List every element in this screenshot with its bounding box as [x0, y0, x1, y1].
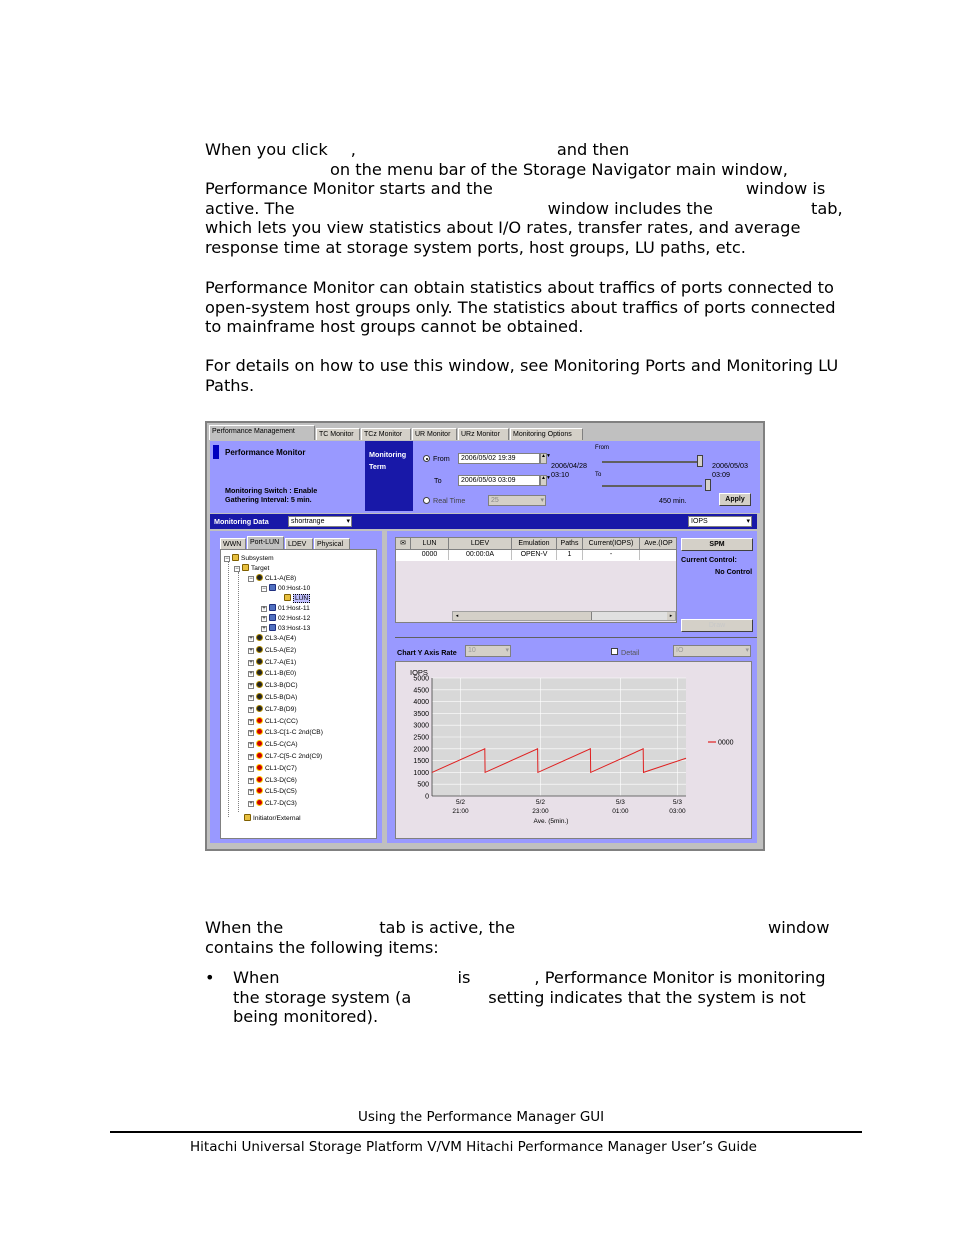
metric-select[interactable] — [688, 516, 752, 527]
port-icon — [256, 658, 263, 665]
switch-label: Monitoring Switch : — [225, 486, 292, 495]
details-paragraph — [205, 356, 838, 395]
from-label: From — [433, 454, 450, 463]
tree-node-port[interactable] — [248, 574, 296, 583]
port-icon — [256, 669, 263, 676]
col-paths[interactable]: Paths — [557, 538, 583, 550]
chart-rate-value: 10 — [468, 647, 476, 654]
tab-performance-management[interactable]: Performance Management — [209, 425, 315, 440]
to-datetime-input[interactable]: 2006/05/03 03:09 — [458, 475, 540, 486]
tree-label: CL7-D(C3) — [265, 800, 297, 808]
cell-average — [640, 550, 677, 560]
realtime-value: 25 — [491, 497, 499, 504]
tree-tab-ldev[interactable]: LDEV — [285, 538, 313, 550]
detail-checkbox[interactable] — [611, 648, 618, 655]
select-all-icon[interactable]: ✉ — [396, 538, 411, 550]
expand-icon: + — [249, 695, 253, 701]
tree-tab-wwn[interactable]: WWN — [220, 538, 246, 550]
realtime-radio[interactable] — [423, 497, 430, 504]
tree-label: CL7-A(E1) — [265, 658, 297, 666]
port-icon — [256, 764, 263, 771]
title-marker — [213, 445, 219, 459]
expand-icon: + — [249, 765, 253, 772]
col-current[interactable]: Current(IOPS) — [583, 538, 640, 550]
chevron-down-icon: ▾ — [346, 518, 350, 525]
chevron-down-icon: ▾ — [505, 647, 509, 654]
scrollbar-thumb[interactable] — [461, 612, 592, 620]
cell-ldev: 00:00:0A — [449, 550, 512, 560]
intro-text: window includes the — [547, 198, 713, 218]
para-text: window — [768, 918, 830, 937]
items-paragraph — [205, 918, 829, 957]
detail-label: Detail — [621, 648, 640, 657]
y-tick-label: 0 — [425, 793, 429, 801]
tab-tc-monitor[interactable]: TC Monitor — [316, 428, 360, 440]
slider-from-label: From — [595, 445, 609, 451]
x-tick-label: 5/2 — [456, 799, 466, 806]
tree-tab-physical[interactable]: Physical — [314, 538, 350, 550]
expand-icon: + — [249, 718, 253, 725]
tree-node-port[interactable] — [248, 787, 297, 796]
tree-label: CL5-D(C5) — [265, 788, 297, 796]
monitoring-data-bar — [210, 514, 757, 529]
x-tick-label: 5/2 — [535, 799, 545, 806]
tab-monitoring-options[interactable]: Monitoring Options — [510, 428, 583, 440]
intro-text: , — [350, 140, 356, 159]
x-axis-label: Ave. (5min.) — [533, 818, 569, 825]
folder-icon — [242, 564, 249, 571]
tree-node-port[interactable] — [248, 799, 297, 808]
divider — [395, 637, 757, 638]
realtime-label: Real Time — [433, 496, 466, 505]
footer-section-title: Using the Performance Manager GUI — [358, 1109, 605, 1125]
cell-current: - — [583, 550, 640, 560]
host-group-icon — [269, 604, 276, 611]
lun-icon — [284, 594, 291, 601]
tree-node-port[interactable] — [248, 776, 297, 785]
expand-icon: + — [249, 789, 253, 796]
port-icon — [256, 646, 263, 653]
expand-icon: + — [249, 683, 253, 690]
col-emulation[interactable]: Emulation — [512, 538, 557, 550]
from-datetime-input[interactable]: 2006/05/02 19:39 — [458, 453, 540, 464]
port-icon — [256, 705, 263, 712]
tree-node-port[interactable] — [248, 681, 298, 690]
bullet-mark: • — [205, 968, 215, 987]
to-spinner[interactable]: ▲▼ — [540, 475, 547, 486]
x-tick-label: 01:00 — [612, 808, 629, 815]
host-group-icon — [269, 624, 276, 631]
expand-icon: + — [249, 706, 253, 713]
port-icon — [256, 717, 263, 724]
port-icon — [256, 799, 263, 806]
tree-label: LUN — [295, 595, 309, 602]
tree-panel — [210, 531, 382, 843]
para-line: to mainframe host groups cannot be obtained. — [205, 317, 584, 337]
y-tick-label: 2000 — [413, 746, 429, 754]
tree-label: CL5-A(E2) — [265, 646, 297, 654]
tree-node-host-group[interactable] — [261, 604, 310, 613]
para-text: contains the following items: — [205, 937, 439, 957]
tree-guide-line — [238, 572, 239, 812]
slider-to-label: To — [595, 472, 602, 478]
port-icon — [256, 681, 263, 688]
y-tick-label: 500 — [417, 781, 429, 789]
to-slider-thumb[interactable] — [705, 479, 711, 491]
tree-label: CL7-B(D9) — [265, 705, 297, 713]
tree-label: 03:Host-13 — [278, 625, 311, 632]
port-icon — [256, 693, 263, 700]
bullet-text: is — [457, 968, 471, 987]
limitation-paragraph — [205, 278, 836, 337]
range-end-date: 2006/05/03 — [712, 461, 748, 470]
intro-text: active. The — [205, 198, 295, 218]
expand-icon: + — [262, 616, 266, 622]
tree-node-port[interactable] — [248, 728, 323, 737]
tree-label: CL3-A(E4) — [265, 635, 297, 642]
spm-button[interactable]: SPM — [681, 538, 753, 551]
folder-icon — [232, 554, 239, 561]
tree-node-host-group[interactable] — [261, 624, 310, 633]
port-icon — [256, 752, 263, 759]
expand-icon: + — [249, 777, 253, 784]
tree-node-port[interactable] — [248, 634, 296, 643]
y-tick-label: 1000 — [413, 769, 429, 777]
tree-label: CL1-D(C7) — [265, 764, 297, 772]
intro-text: window is — [745, 179, 826, 199]
tree-label: CL5-C(CA) — [265, 741, 298, 749]
expand-icon: + — [249, 659, 253, 666]
tree-node-port[interactable] — [248, 646, 296, 655]
port-icon — [256, 634, 263, 641]
iops-line-chart — [396, 662, 751, 838]
y-tick-label: 2500 — [413, 734, 429, 742]
right-panel — [387, 531, 757, 843]
tree-node-lun[interactable] — [284, 594, 310, 603]
lu-table — [395, 537, 677, 623]
tree-label: CL7-C[5-C 2nd(C9) — [265, 753, 323, 760]
y-tick-label: 4500 — [413, 687, 429, 695]
monitoring-data-select[interactable] — [288, 516, 352, 527]
intro-text: Performance Monitor starts and the — [205, 179, 493, 199]
horizontal-scrollbar[interactable] — [452, 611, 676, 621]
detail-select[interactable] — [673, 645, 751, 657]
y-tick-label: 3000 — [413, 722, 429, 730]
draw-button[interactable]: Draw — [681, 619, 753, 632]
para-line: Paths. — [205, 375, 255, 395]
para-text: tab is active, the — [379, 918, 516, 937]
tree-label: Subsystem — [241, 555, 274, 562]
tree-guide-line — [228, 562, 229, 817]
from-slider-thumb[interactable] — [697, 455, 703, 467]
expand-icon: + — [249, 801, 253, 808]
from-radio[interactable] — [423, 455, 430, 462]
port-icon — [256, 787, 263, 794]
scroll-left-icon[interactable]: ◂ — [453, 612, 461, 620]
from-spinner[interactable]: ▲▼ — [540, 453, 547, 464]
folder-icon — [244, 814, 251, 821]
expand-icon: + — [249, 636, 253, 642]
para-line: For details on how to use this window, see Monitoring Ports and Monitoring LU — [205, 356, 839, 375]
tree-label: CL3-D(C6) — [265, 776, 297, 784]
cell-paths: 1 — [557, 550, 583, 560]
expand-icon: + — [249, 647, 253, 654]
tab-ur-monitor[interactable]: UR Monitor — [412, 428, 457, 440]
range-start-time: 03:10 — [551, 470, 569, 479]
bullet-text: being monitored). — [233, 1007, 379, 1027]
tree-node-port[interactable] — [248, 705, 297, 714]
port-icon — [256, 740, 263, 747]
collapse-icon: − — [225, 556, 229, 562]
tab-urz-monitor[interactable]: URz Monitor — [458, 428, 509, 440]
tree-node-port[interactable] — [248, 693, 297, 702]
range-end-time: 03:09 — [712, 470, 730, 479]
tree-label: 00:Host-10 — [278, 585, 311, 592]
gathering-interval — [225, 495, 312, 504]
host-group-icon — [269, 584, 276, 591]
para-text: When the — [205, 918, 284, 937]
tab-tcz-monitor[interactable]: TCz Monitor — [361, 428, 411, 440]
x-tick-label: 23:00 — [532, 808, 549, 815]
cell-emulation: OPEN-V — [512, 550, 557, 560]
interval-label: Gathering Interval: — [225, 495, 289, 504]
tree-label: CL3-B(DC) — [265, 682, 298, 690]
col-lun[interactable]: LUN — [411, 538, 449, 550]
footer-guide-title: Hitachi Universal Storage Platform V/VM Hitachi Performance Manager User’s Guide — [190, 1139, 757, 1155]
intro-text: When you click — [205, 140, 328, 159]
realtime-select[interactable] — [488, 495, 546, 506]
tree-label: 02:Host-12 — [278, 615, 311, 622]
tree-tab-port-lun[interactable]: Port-LUN — [247, 536, 284, 549]
tree-label: CL5-B(DA) — [265, 694, 298, 701]
collapse-icon: − — [249, 576, 253, 582]
from-slider-track[interactable] — [602, 461, 702, 463]
range-minutes: 450 min. — [659, 496, 687, 505]
chevron-down-icon: ▾ — [540, 497, 544, 504]
col-average[interactable]: Ave.(IOP — [640, 538, 677, 550]
tree-label: CL3-C[1-C 2nd(CB) — [265, 729, 323, 737]
performance-monitor-screenshot — [205, 421, 765, 851]
page-title: Performance Monitor — [225, 448, 306, 457]
chart-area — [395, 661, 752, 839]
bullet-text: the storage system (a — [233, 987, 412, 1007]
bullet-text: setting indicates that the system is not — [488, 987, 806, 1007]
x-tick-label: 03:00 — [669, 808, 686, 815]
monitoring-switch — [225, 486, 317, 495]
tree-node-port[interactable] — [248, 717, 298, 726]
tree-node-host-group[interactable] — [261, 614, 310, 623]
collapse-icon: − — [235, 566, 239, 572]
y-axis-label: IOPS — [410, 668, 428, 677]
chevron-down-icon: ▾ — [745, 647, 749, 654]
x-tick-label: 21:00 — [452, 808, 469, 815]
bullet-text: When — [233, 968, 280, 987]
expand-icon: + — [249, 754, 253, 760]
expand-icon: + — [262, 626, 266, 632]
tree-label: CL1-B(E0) — [265, 670, 297, 678]
para-line: Performance Monitor can obtain statistics about traffics of ports connected to — [205, 278, 834, 297]
tree-node-port[interactable] — [248, 752, 322, 761]
tree-node-target[interactable] — [234, 564, 269, 573]
tree-node-port[interactable] — [248, 764, 297, 773]
to-slider-track[interactable] — [602, 485, 702, 487]
tree-label: Target — [251, 565, 270, 572]
expand-icon: + — [249, 671, 253, 678]
intro-text: which lets you view statistics about I/O rates, transfer rates, and average — [205, 218, 801, 238]
bullet-item — [233, 968, 826, 1027]
chevron-down-icon: ▾ — [746, 518, 750, 525]
term-line2: Term — [369, 462, 387, 471]
para-line: open-system host groups only. The statistics about traffics of ports connected — [205, 297, 836, 317]
detail-value: IO — [676, 647, 684, 654]
monitoring-term-label — [365, 441, 413, 511]
tree-node-initiator[interactable] — [244, 814, 301, 823]
y-tick-label: 3500 — [413, 710, 429, 718]
host-group-icon — [269, 614, 276, 621]
x-tick-label: 5/3 — [672, 799, 682, 806]
intro-text: on the menu bar of the Storage Navigator main window, — [330, 159, 788, 179]
collapse-icon: − — [262, 586, 266, 592]
metric-value: IOPS — [691, 518, 708, 525]
expand-icon: + — [262, 606, 266, 612]
port-icon — [256, 728, 263, 735]
intro-text: and then — [556, 140, 630, 159]
tree-node-port[interactable] — [248, 658, 296, 667]
tree-label: Initiator/External — [253, 815, 301, 822]
current-control-value: No Control — [715, 567, 753, 576]
monitoring-data-label: Monitoring Data — [214, 517, 269, 526]
y-tick-label: 4000 — [413, 699, 429, 707]
current-control-label: Current Control: — [681, 555, 737, 564]
port-icon — [256, 776, 263, 783]
scroll-right-icon[interactable]: ▸ — [667, 612, 675, 620]
chart-rate-select[interactable] — [465, 645, 511, 657]
tree-node-subsystem[interactable] — [224, 554, 274, 563]
expand-icon: + — [249, 730, 253, 737]
tree-label: CL1-C(CC) — [265, 717, 298, 725]
to-label: To — [434, 476, 442, 485]
port-icon — [256, 574, 263, 581]
apply-button[interactable]: Apply — [719, 493, 751, 506]
legend-label: 0000 — [718, 739, 734, 747]
y-tick-label: 1500 — [413, 758, 429, 766]
tree-node-host-group[interactable] — [261, 584, 310, 593]
tree-label: 01:Host-11 — [278, 605, 310, 612]
y-tick-label: 5000 — [413, 675, 429, 683]
tree-view — [220, 549, 377, 839]
intro-text: tab, — [810, 198, 843, 218]
tree-label: CL1-A(E8) — [265, 575, 297, 582]
intro-text: response time at storage system ports, host groups, LU paths, etc. — [205, 237, 746, 257]
chart-rate-label: Chart Y Axis Rate — [397, 648, 457, 657]
intro-paragraph — [205, 140, 843, 258]
monitoring-data-value: shortrange — [291, 518, 325, 525]
footer-rule — [110, 1131, 862, 1133]
header-panel — [210, 441, 760, 513]
col-ldev[interactable]: LDEV — [449, 538, 512, 550]
x-tick-label: 5/3 — [615, 799, 625, 806]
expand-icon: + — [249, 742, 253, 749]
bullet-text: , Performance Monitor is monitoring — [534, 968, 826, 987]
table-row[interactable] — [396, 550, 677, 561]
cell-lun: 0000 — [411, 550, 449, 560]
tree-node-port[interactable] — [248, 669, 296, 678]
interval-value: 5 min. — [290, 495, 312, 504]
range-start-date: 2006/04/28 — [551, 461, 587, 470]
tree-node-port[interactable] — [248, 740, 298, 749]
switch-value: Enable — [293, 486, 318, 495]
term-line1: Monitoring — [369, 450, 407, 459]
